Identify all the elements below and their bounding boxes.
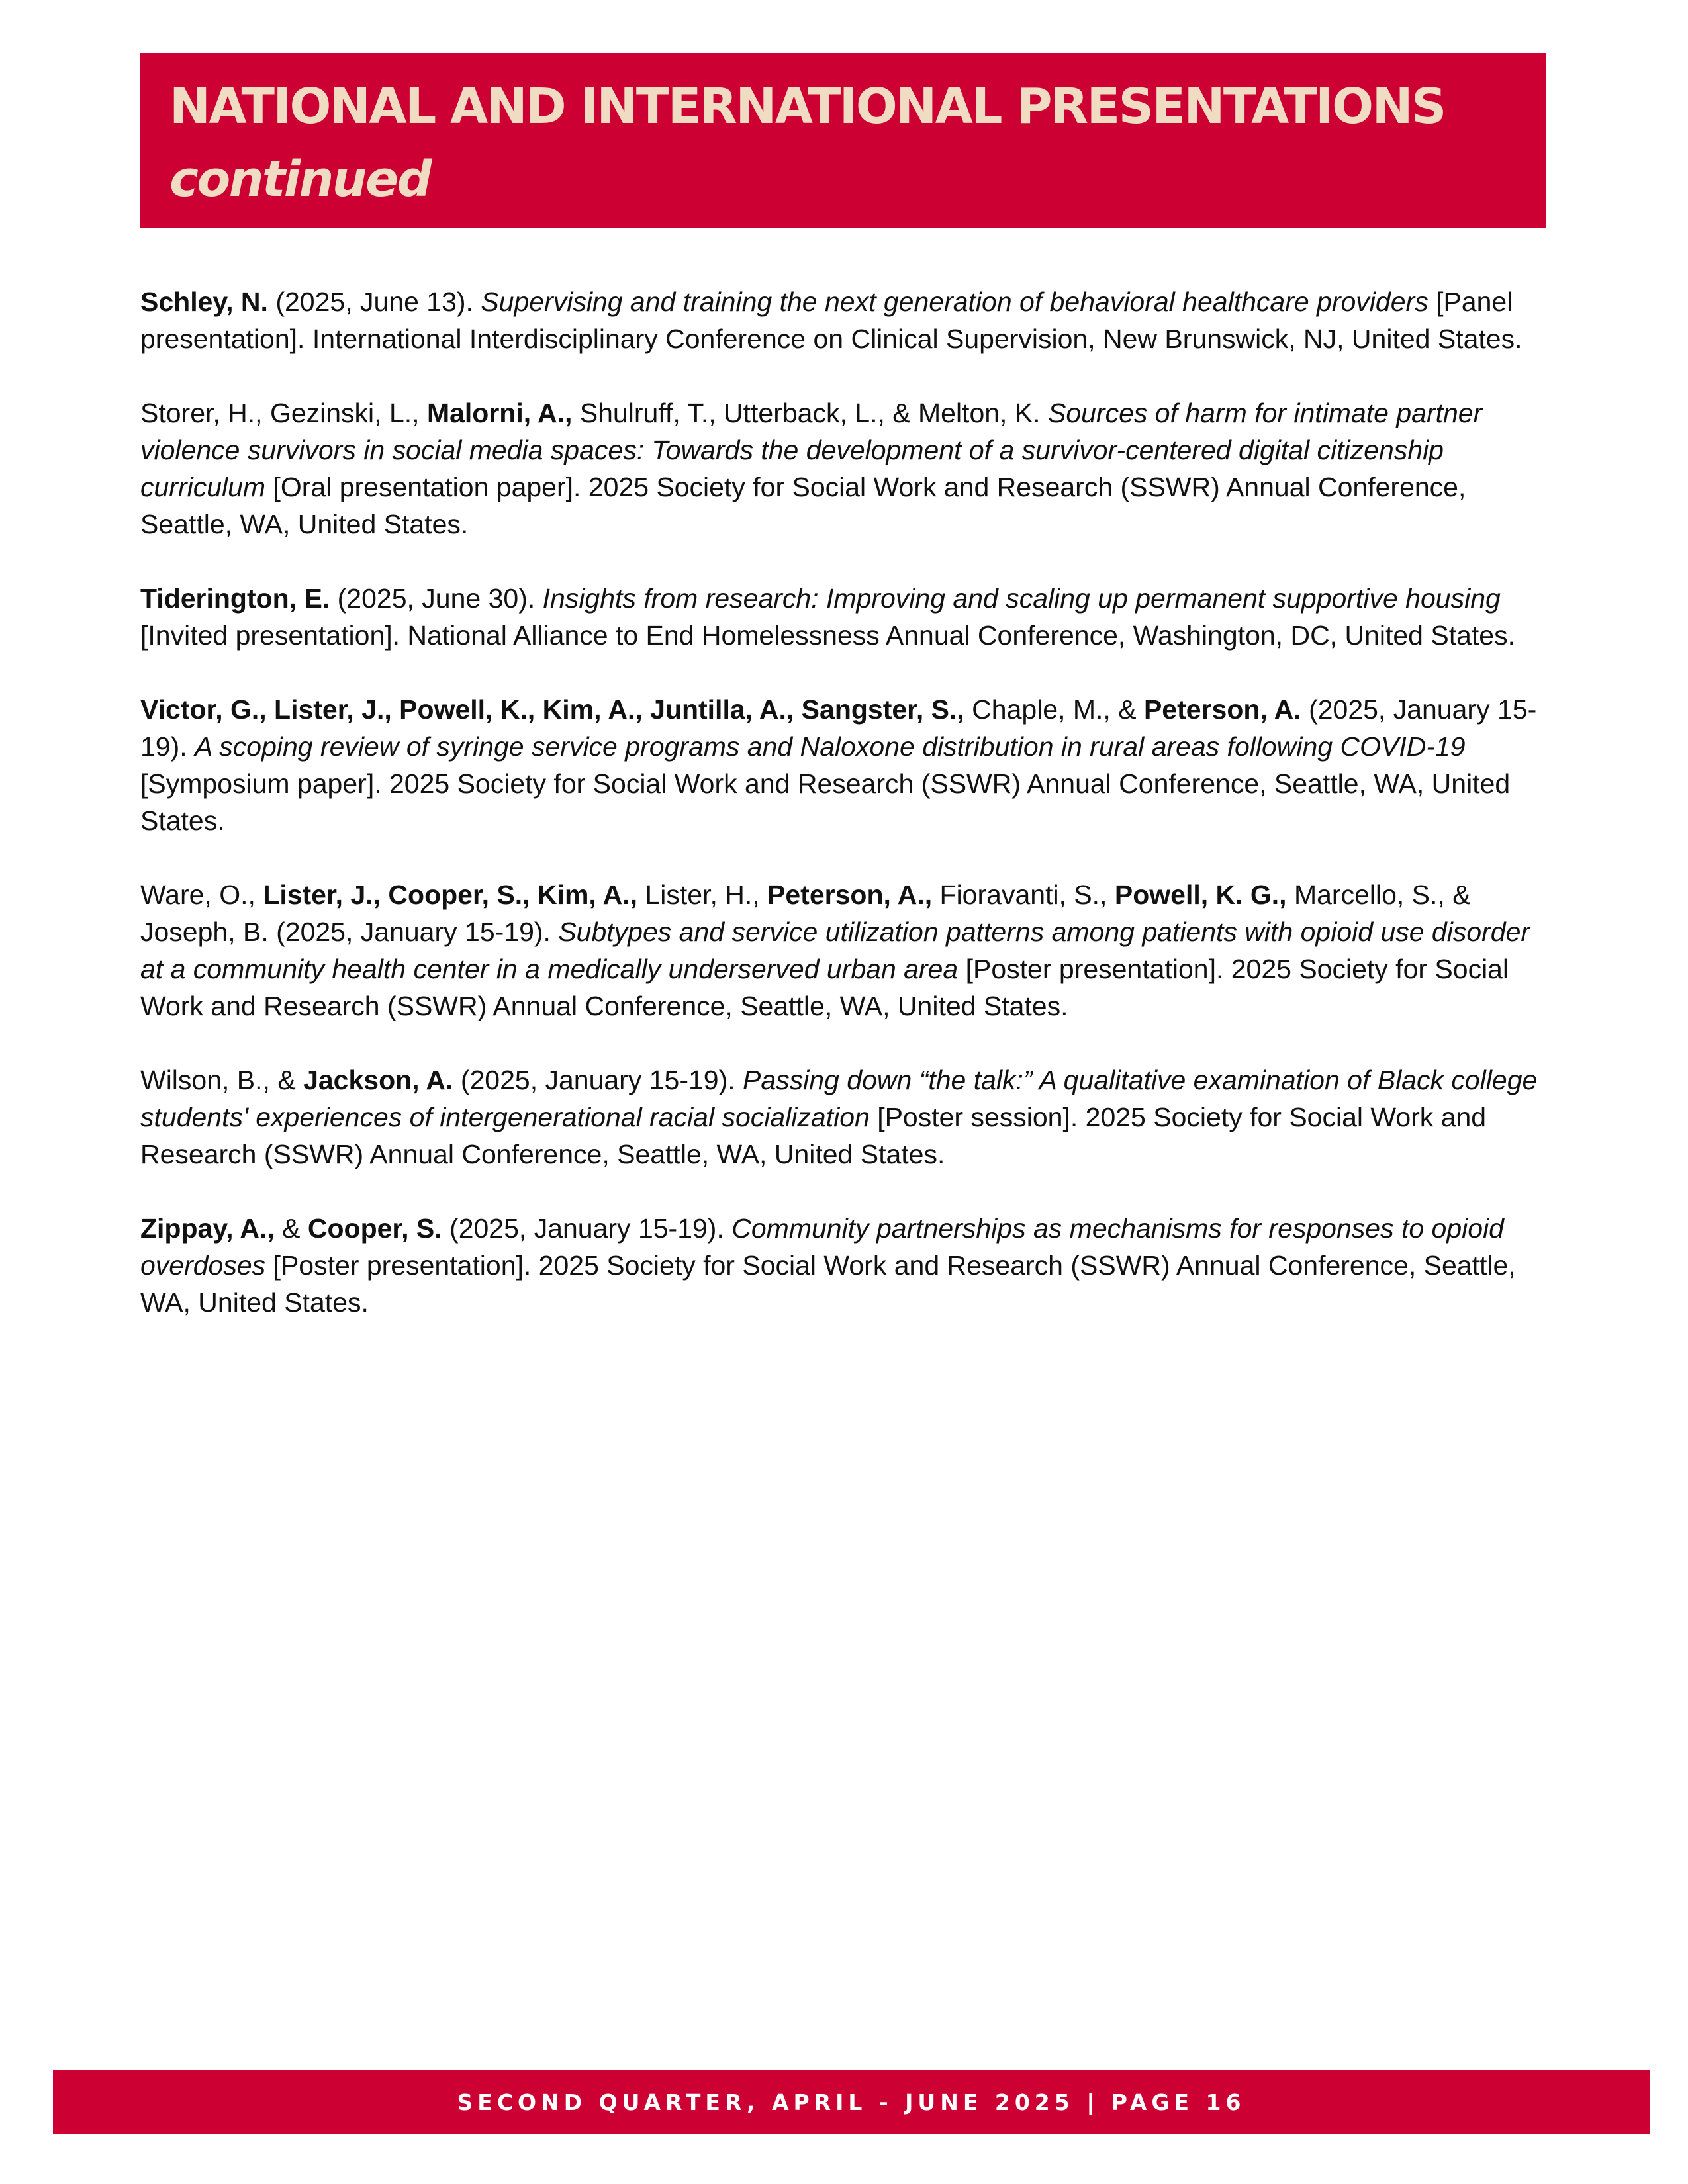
presentation-entry xyxy=(140,1210,1546,1321)
presentation-title: A scoping review of syringe service programs and Naloxone distribution in rural areas following COVID-19 xyxy=(195,731,1466,762)
author-name-bold: Cooper, S. xyxy=(307,1213,442,1244)
entry-text-segment: (2025, January 15-19). xyxy=(140,694,1537,762)
presentation-entry xyxy=(140,394,1546,543)
entry-text-segment: Fioravanti, S., xyxy=(932,880,1115,910)
author-name-bold: Jackson, A. xyxy=(303,1065,453,1095)
entry-text-segment: Storer, H., Gezinski, L., xyxy=(140,398,427,428)
author-name-bold: Tiderington, E. xyxy=(140,583,330,614)
entry-text-segment: [Invited presentation]. National Alliance to End Homelessness Annual Conference, Washington, DC, United States. xyxy=(140,620,1515,651)
entry-text-segment: [Symposium paper]. 2025 Society for Social Work and Research (SSWR) Annual Conference, Seattle, WA, United States. xyxy=(140,768,1511,836)
entry-text-segment: Chaple, M., & xyxy=(964,694,1144,725)
entry-text-segment: (2025, June 13). xyxy=(267,287,481,317)
presentation-entry xyxy=(140,876,1546,1024)
author-name-bold: Peterson, A., xyxy=(767,880,933,910)
entry-text-segment: [Poster session]. 2025 Society for Social Work and Research (SSWR) Annual Conference, Seattle, WA, United States. xyxy=(140,1102,1487,1169)
presentation-title: Insights from research: Improving and scaling up permanent supportive housing xyxy=(542,583,1501,614)
presentation-entry xyxy=(140,283,1546,357)
entry-text-segment: Marcello, S., & Joseph, B. (2025, January 15-19). xyxy=(140,880,1471,947)
author-name-bold: Victor, G., Lister, J., Powell, K., Kim, A., Juntilla, A., Sangster, S., xyxy=(140,694,964,725)
author-name-bold: Peterson, A. xyxy=(1143,694,1301,725)
entry-text-segment: [Oral presentation paper]. 2025 Society for Social Work and Research (SSWR) Annual Conference, Seattle, WA, United States. xyxy=(140,472,1466,539)
author-name-bold: Powell, K. G., xyxy=(1114,880,1287,910)
presentation-entry xyxy=(140,580,1546,654)
author-name-bold: Lister, J., Cooper, S., Kim, A., xyxy=(263,880,638,910)
author-name-bold: Schley, N. xyxy=(140,287,268,317)
page-footer xyxy=(53,2070,1650,2134)
entry-text-segment: Shulruff, T., Utterback, L., & Melton, K. xyxy=(572,398,1048,428)
presentation-entry xyxy=(140,691,1546,839)
section-subtitle: continued xyxy=(169,151,431,208)
entry-text-segment: Ware, O., xyxy=(140,880,263,910)
presentation-title: Sources of harm for intimate partner violence survivors in social media spaces: Towards the development of a survivor-centered digital citizenship curriculum xyxy=(140,398,1483,502)
entry-text-segment: (2025, June 30). xyxy=(330,583,543,614)
presentation-title: Subtypes and service utilization patterns among patients with opioid use disorder at a community health center in a medically underserved urban area xyxy=(140,917,1530,984)
presentation-entry xyxy=(140,1062,1546,1173)
section-header-banner xyxy=(140,53,1546,228)
entry-text-segment: (2025, January 15-19). xyxy=(453,1065,743,1095)
entry-text-segment: & xyxy=(274,1213,308,1244)
entry-text-segment: [Panel presentation]. International Interdisciplinary Conference on Clinical Supervision, New Brunswick, NJ, United States. xyxy=(140,287,1523,354)
entry-text-segment: [Poster presentation]. 2025 Society for Social Work and Research (SSWR) Annual Conference, Seattle, WA, United States. xyxy=(140,1250,1516,1318)
author-name-bold: Zippay, A., xyxy=(140,1213,275,1244)
entry-text-segment: Wilson, B., & xyxy=(140,1065,304,1095)
section-title: NATIONAL AND INTERNATIONAL PRESENTATIONS xyxy=(169,78,1445,135)
presentation-title: Supervising and training the next generation of behavioral healthcare providers xyxy=(481,287,1429,317)
entry-text-segment: [Poster presentation]. 2025 Society for Social Work and Research (SSWR) Annual Conference, Seattle, WA, United States. xyxy=(140,954,1509,1021)
presentation-title: Community partnerships as mechanisms for responses to opioid overdoses xyxy=(140,1213,1504,1281)
entry-text-segment: Lister, H., xyxy=(637,880,768,910)
entry-text-segment: (2025, January 15-19). xyxy=(442,1213,732,1244)
author-name-bold: Malorni, A., xyxy=(426,398,573,428)
presentation-title: Passing down “the talk:” A qualitative examination of Black college students' experiences of intergenerational racial socialization xyxy=(140,1065,1538,1132)
presentation-list xyxy=(140,283,1546,1358)
footer-text: SECOND QUARTER, APRIL - JUNE 2025 | PAGE 16 xyxy=(457,2089,1246,2115)
